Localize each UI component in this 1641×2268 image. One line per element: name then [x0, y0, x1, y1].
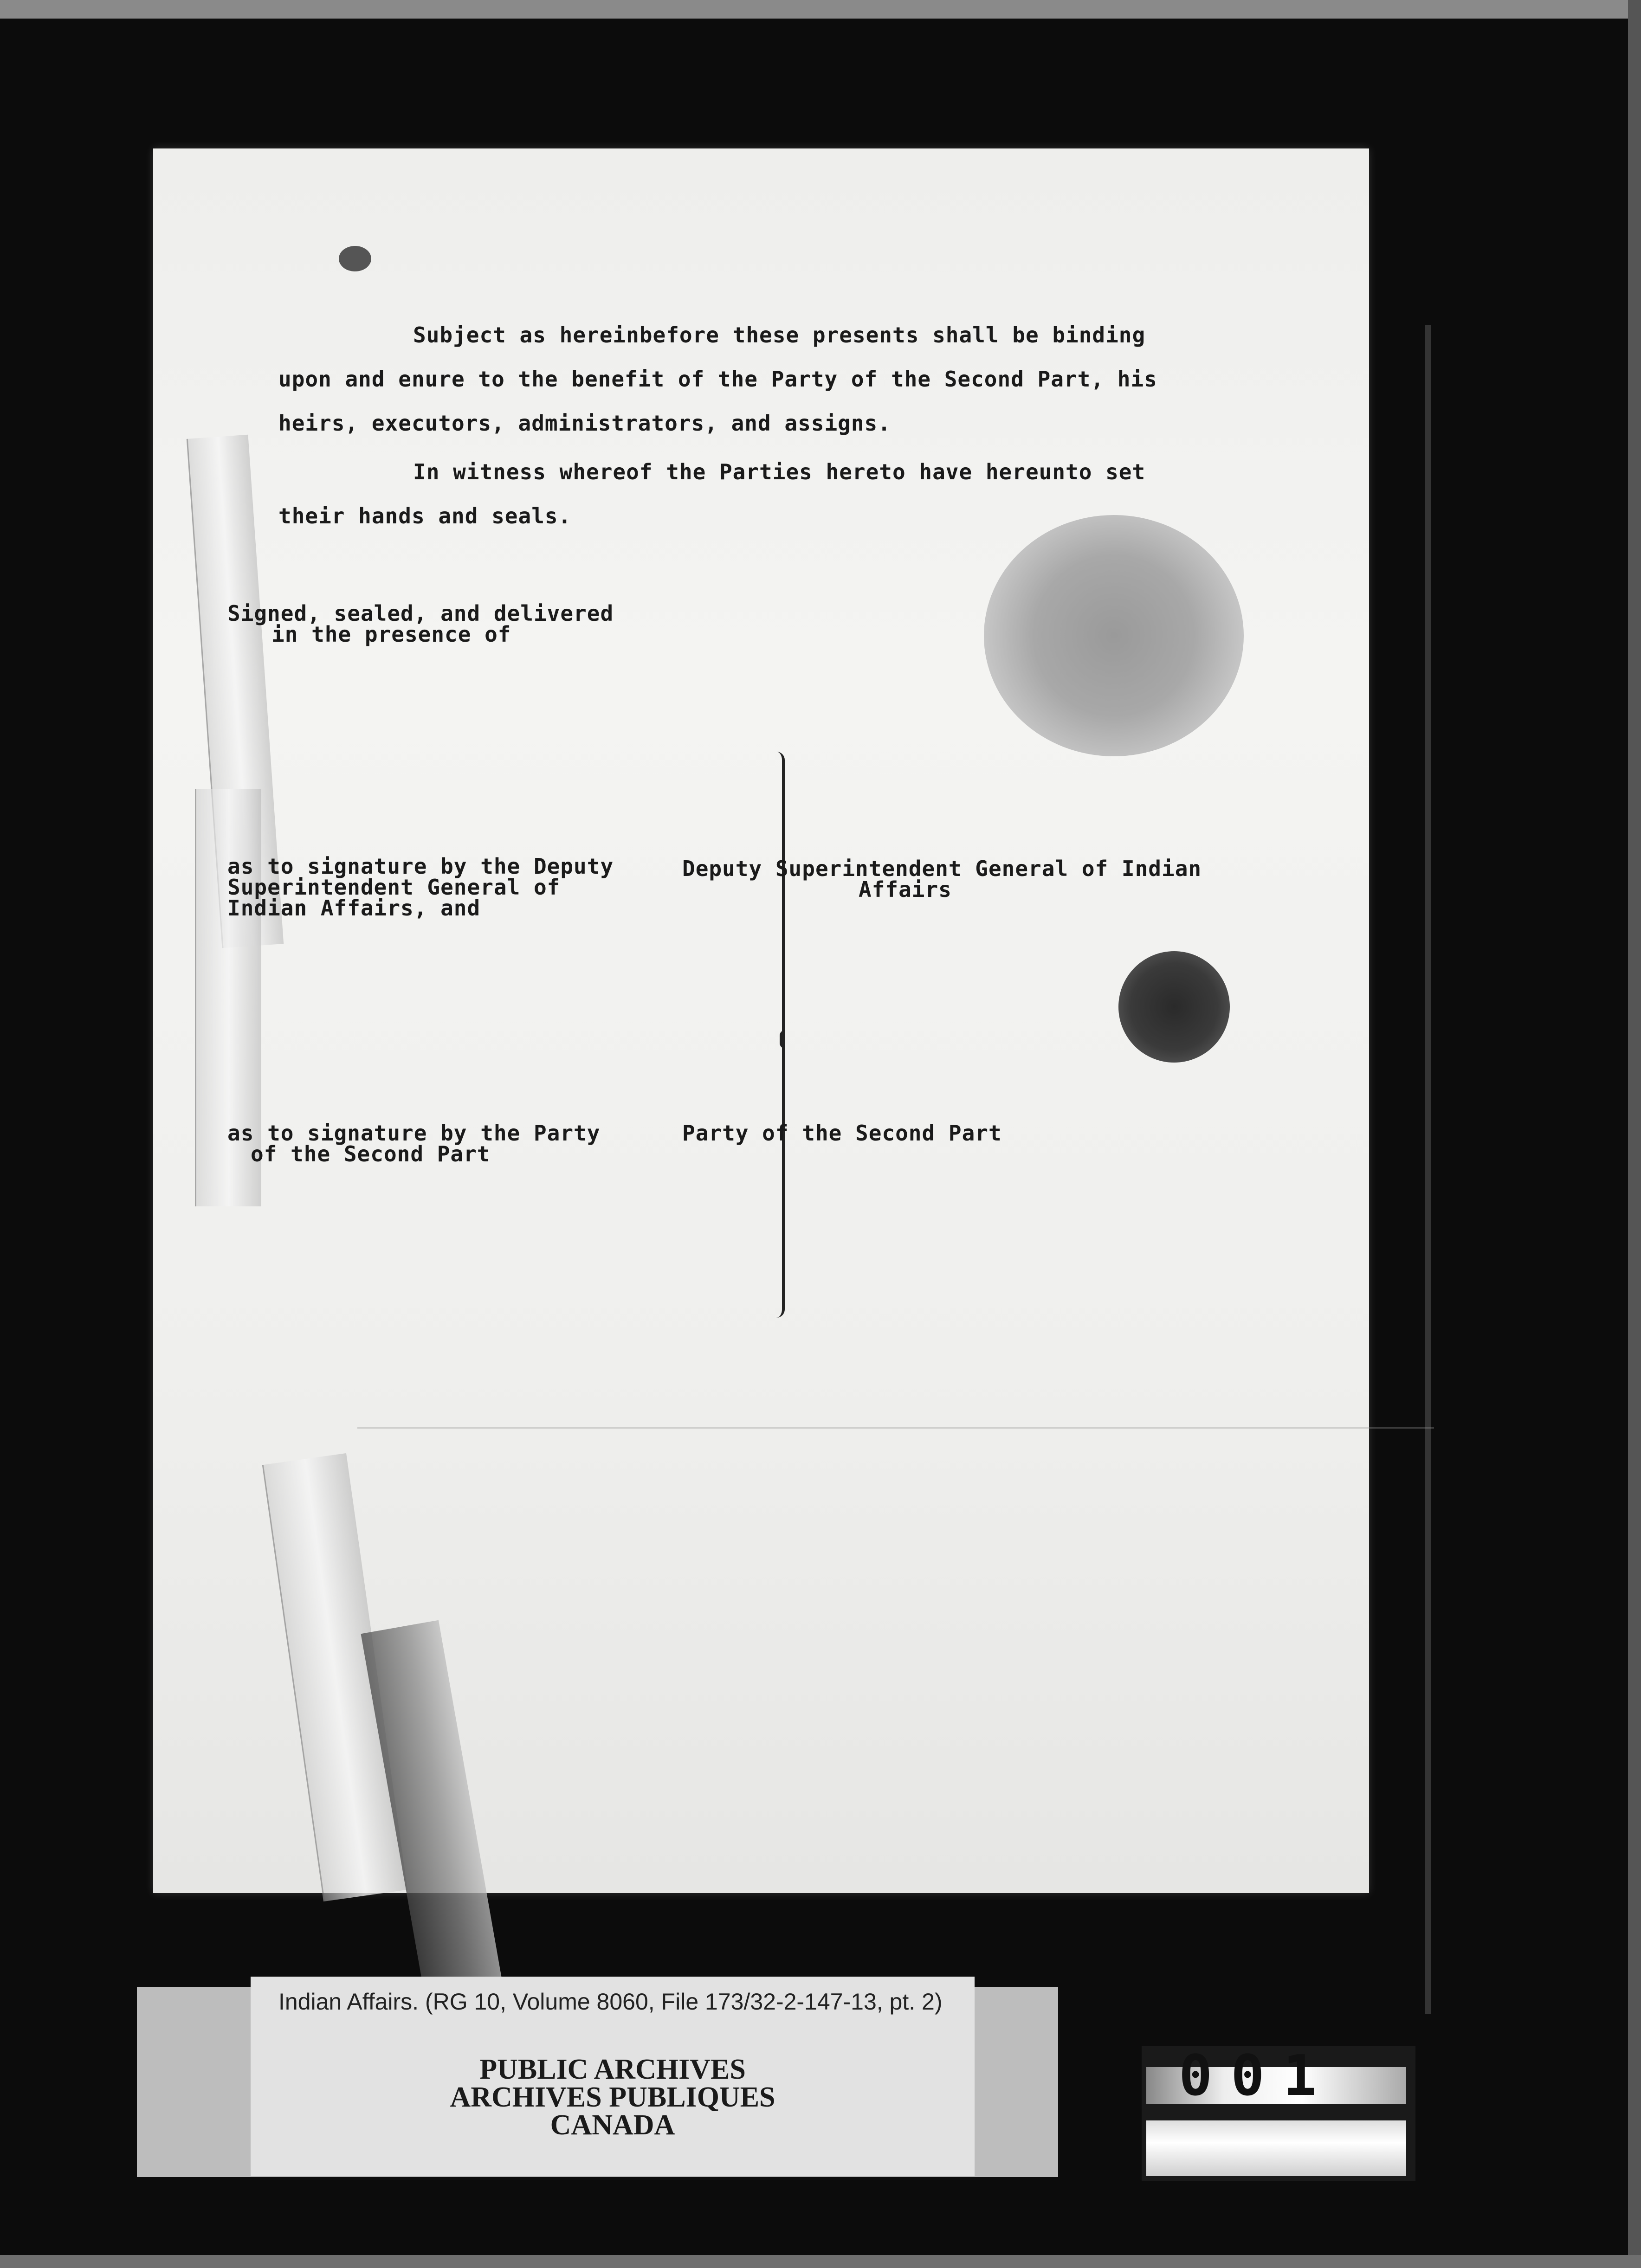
signatory-deputy-line-1: Deputy Superintendent General of Indian — [682, 856, 1202, 881]
frame-counter: 001 — [1179, 2044, 1335, 2108]
archive-reference: Indian Affairs. (RG 10, Volume 8060, File 173/32-2-147-13, pt. 2) — [278, 1989, 943, 2015]
archive-title-line-3: CANADA — [550, 2109, 675, 2141]
body-line-4: In witness whereof the Parties hereto have hereunto set — [413, 459, 1146, 484]
witness-bracket-point — [780, 1030, 789, 1049]
archive-title-line-1: PUBLIC ARCHIVES — [479, 2054, 746, 2085]
witness-header-line-1: Signed, sealed, and delivered — [227, 601, 614, 626]
body-line-3: heirs, executors, administrators, and assigns. — [278, 411, 891, 436]
wax-seal-faded — [984, 515, 1244, 756]
witness-party-line-1: as to signature by the Party — [227, 1121, 601, 1146]
witness-header-line-2: in the presence of — [271, 622, 511, 647]
body-line-5: their hands and seals. — [278, 503, 572, 528]
witness-deputy-line-3: Indian Affairs, and — [227, 896, 481, 921]
film-frame-right — [1628, 0, 1641, 2268]
signatory-party-line: Party of the Second Part — [682, 1121, 1002, 1146]
fold-line — [357, 1427, 1434, 1429]
film-frame-bottom — [0, 2255, 1641, 2268]
body-line-2: upon and enure to the benefit of the Party of the Second Part, his — [278, 367, 1157, 392]
signatory-deputy-line-2: Affairs — [859, 877, 952, 902]
archive-title-line-2: ARCHIVES PUBLIQUES — [450, 2081, 775, 2113]
body-line-1: Subject as hereinbefore these presents shall be binding — [413, 322, 1146, 348]
witness-deputy-line-1: as to signature by the Deputy — [227, 854, 614, 879]
frame-counter-plate — [1146, 2120, 1406, 2176]
witness-deputy-line-2: Superintendent General of — [227, 875, 561, 900]
witness-party-line-2: of the Second Part — [251, 1141, 491, 1166]
wax-seal-dark — [1118, 951, 1230, 1063]
ink-blot — [339, 246, 371, 271]
sheet-edge-shadow — [1425, 325, 1431, 2014]
film-frame-top — [0, 0, 1641, 19]
document-sheet — [153, 148, 1369, 1893]
